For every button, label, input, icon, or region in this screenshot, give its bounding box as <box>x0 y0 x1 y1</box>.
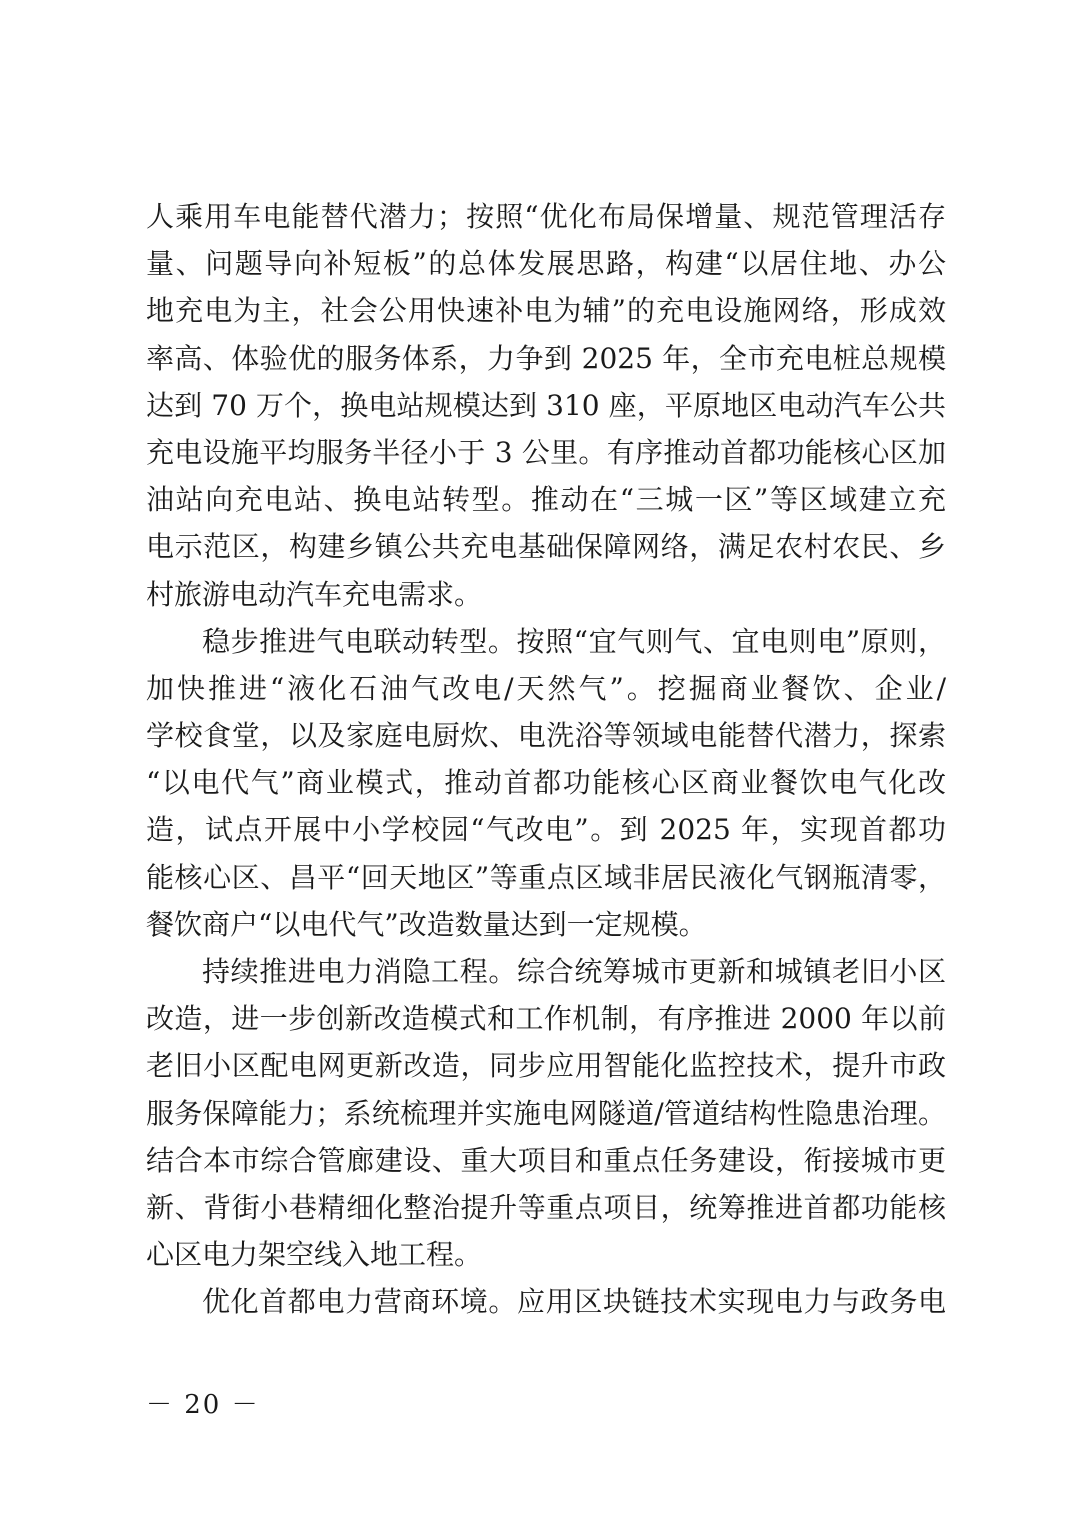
text-line: 优化首都电力营商环境。应用区块链技术实现电力与政务电 <box>202 1285 946 1319</box>
text-line: 加快推进“液化石油气改电/天然气”。挖掘商业餐饮、企业/ <box>146 671 946 705</box>
text-line: 持续推进电力消隐工程。综合统筹城市更新和城镇老旧小区 <box>202 955 946 988</box>
text-line: 心区电力架空线入地工程。 <box>146 1238 483 1272</box>
text-line: 改造，进一步创新改造模式和工作机制，有序推进 2000 年以前 <box>146 1002 946 1036</box>
text-line: 稳步推进气电联动转型。按照“宜气则气、宜电则电”原则， <box>202 624 946 658</box>
text-line: 村旅游电动汽车充电需求。 <box>146 577 483 611</box>
text-line: 学校食堂，以及家庭电厨炊、电洗浴等领域电能替代潜力，探索 <box>146 719 946 753</box>
text-line: 新、背街小巷精细化整治提升等重点项目，统筹推进首都功能核 <box>146 1190 946 1224</box>
text-line: 服务保障能力；系统梳理并实施电网隧道/管道结构性隐患治理。 <box>146 1096 946 1130</box>
text-line: 餐饮商户“以电代气”改造数量达到一定规模。 <box>146 907 707 941</box>
text-line: 结合本市综合管廊建设、重大项目和重点任务建设，衔接城市更 <box>146 1143 946 1177</box>
text-line: 造，试点开展中小学校园“气改电”。到 2025 年，实现首都功 <box>146 813 946 847</box>
text-line: 达到 70 万个，换电站规模达到 310 座，平原地区电动汽车公共 <box>146 388 946 422</box>
body-text <box>146 193 946 1326</box>
text-line: 油站向充电站、换电站转型。推动在“三城一区”等区域建立充 <box>146 483 946 517</box>
text-line: 地充电为主，社会公用快速补电为辅”的充电设施网络，形成效 <box>146 294 946 328</box>
text-line: 人乘用车电能替代潜力；按照“优化布局保增量、规范管理活存 <box>146 200 946 233</box>
text-line: “以电代气”商业模式，推动首都功能核心区商业餐饮电气化改 <box>146 766 946 800</box>
text-line: 率高、体验优的服务体系，力争到 2025 年，全市充电桩总规模 <box>146 341 946 375</box>
text-line: 电示范区，构建乡镇公共充电基础保障网络，满足农村农民、乡 <box>146 530 946 564</box>
text-line: 量、问题导向补短板”的总体发展思路，构建“以居住地、办公 <box>146 247 946 281</box>
text-line: 老旧小区配电网更新改造，同步应用智能化监控技术，提升市政 <box>146 1049 946 1083</box>
text-line: 充电设施平均服务半径小于 3 公里。有序推动首都功能核心区加 <box>146 435 946 469</box>
text-line: 能核心区、昌平“回天地区”等重点区域非居民液化气钢瓶清零， <box>146 860 946 894</box>
page-number: － 20 － <box>146 1390 260 1420</box>
